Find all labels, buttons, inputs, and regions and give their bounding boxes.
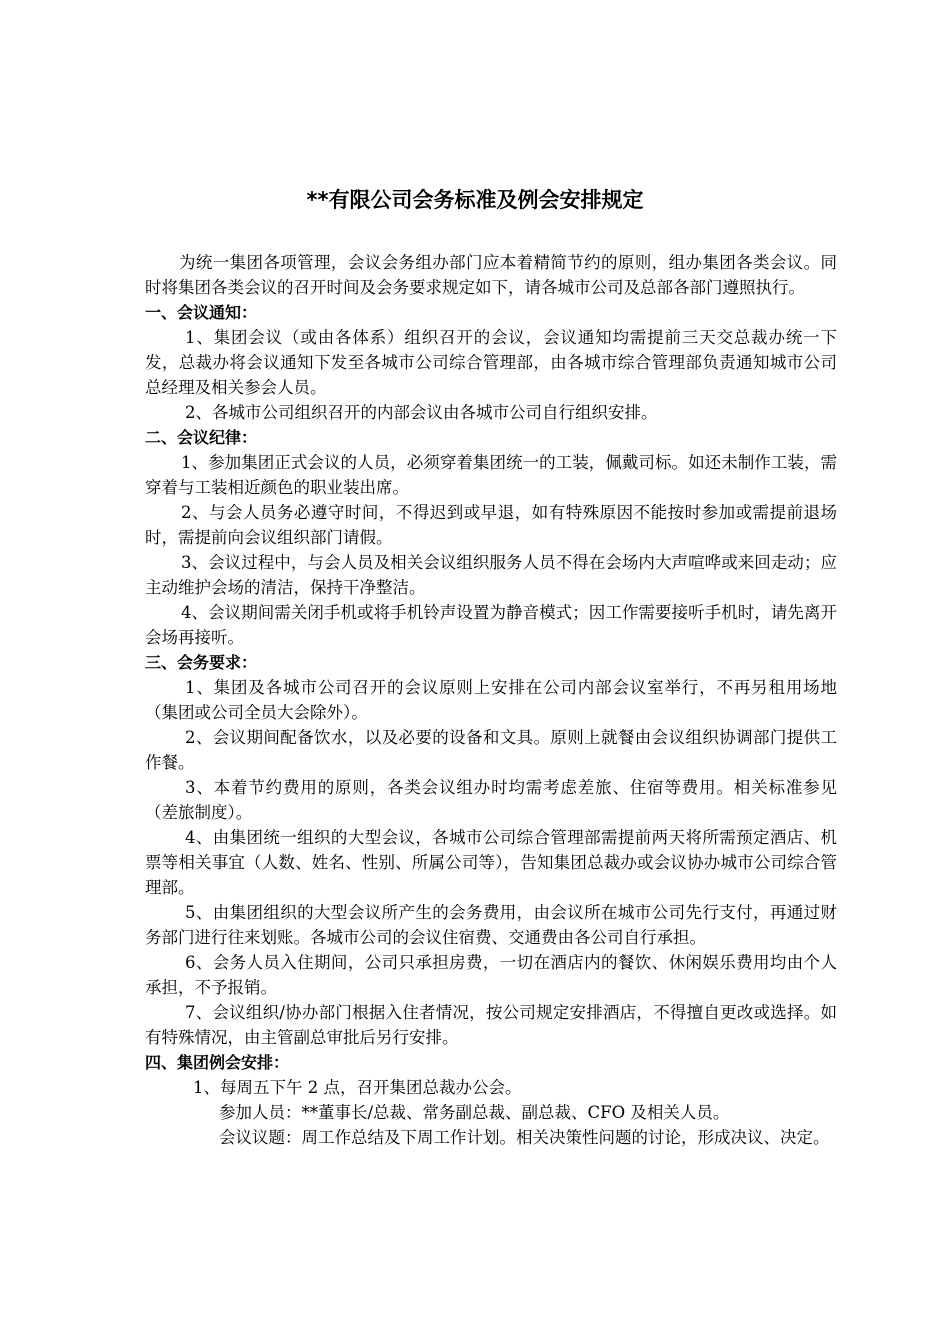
notice-item-1: 1、集团会议（或由各体系）组织召开的会议，会议通知均需提前三天交总裁办统一下发，总裁办将会议通知下发至各城市公司综合管理部，由各城市综合管理部负责通知城市公司总经理及相关参会人员。 — [145, 328, 837, 397]
discipline-item-1: 1、参加集团正式会议的人员，必须穿着集团统一的工装，佩戴司标。如还未制作工装，需穿着与工装相近颜色的职业装出席。 — [145, 453, 837, 497]
notice-item-2: 2、各城市公司组织召开的内部会议由各城市公司自行组织安排。 — [185, 403, 658, 422]
meeting-attendees: 参加人员：**董事长/总裁、常务副总裁、副总裁、CFO 及相关人员。 — [219, 1103, 730, 1122]
requirement-item-7: 7、会议组织/协办部门根据入住者情况，按公司规定安排酒店，不得擅自更改或选择。如有特殊情况，由主管副总审批后另行安排。 — [145, 1003, 837, 1047]
section-heading-notice: 一、会议通知： — [145, 303, 258, 322]
section-heading-discipline: 二、会议纪律： — [145, 428, 258, 447]
requirement-item-5: 5、由集团组织的大型会议所产生的会务费用，由会议所在城市公司先行支付，再通过财务部门进行往来划账。各城市公司的会议住宿费、交通费由各公司自行承担。 — [145, 903, 837, 947]
discipline-item-4: 4、会议期间需关闭手机或将手机铃声设置为静音模式；因工作需要接听手机时，请先离开会场再接听。 — [145, 603, 837, 647]
intro-paragraph: 为统一集团各项管理，会议会务组办部门应本着精简节约的原则，组办集团各类会议。同时将集团各类会议的召开时间及会务要求规定如下，请各城市公司及总部各部门遵照执行。 — [145, 253, 837, 297]
meeting-agenda: 会议议题：周工作总结及下周工作计划。相关决策性问题的讨论，形成决议、决定。 — [219, 1128, 830, 1147]
section-heading-regular-meetings: 四、集团例会安排： — [145, 1053, 290, 1072]
requirement-item-1: 1、集团及各城市公司召开的会议原则上安排在公司内部会议室举行，不再另租用场地（集团或公司全员大会除外）。 — [145, 678, 837, 722]
section-heading-requirements: 三、会务要求： — [145, 653, 258, 672]
document-title: **有限公司会务标准及例会安排规定 — [306, 188, 644, 212]
document-body — [145, 250, 837, 1150]
discipline-item-3: 3、会议过程中，与会人员及相关会议组织服务人员不得在会场内大声喧哗或来回走动；应主动维护会场的清洁，保持干净整洁。 — [145, 553, 837, 597]
discipline-item-2: 2、与会人员务必遵守时间，不得迟到或早退，如有特殊原因不能按时参加或需提前退场时，需提前向会议组织部门请假。 — [145, 503, 837, 547]
requirement-item-4: 4、由集团统一组织的大型会议，各城市公司综合管理部需提前两天将所需预定酒店、机票等相关事宜（人数、姓名、性别、所属公司等），告知集团总裁办或会议协办城市公司综合管理部。 — [145, 828, 837, 897]
requirement-item-2: 2、会议期间配备饮水，以及必要的设备和文具。原则上就餐由会议组织协调部门提供工作餐。 — [145, 728, 837, 772]
regular-meeting-item-1: 1、每周五下午 2 点，召开集团总裁办公会。 — [193, 1078, 522, 1097]
requirement-item-3: 3、本着节约费用的原则，各类会议组办时均需考虑差旅、住宿等费用。相关标准参见（差旅制度）。 — [145, 778, 837, 822]
requirement-item-6: 6、会务人员入住期间，公司只承担房费，一切在酒店内的餐饮、休闲娱乐费用均由个人承担，不予报销。 — [145, 953, 837, 997]
